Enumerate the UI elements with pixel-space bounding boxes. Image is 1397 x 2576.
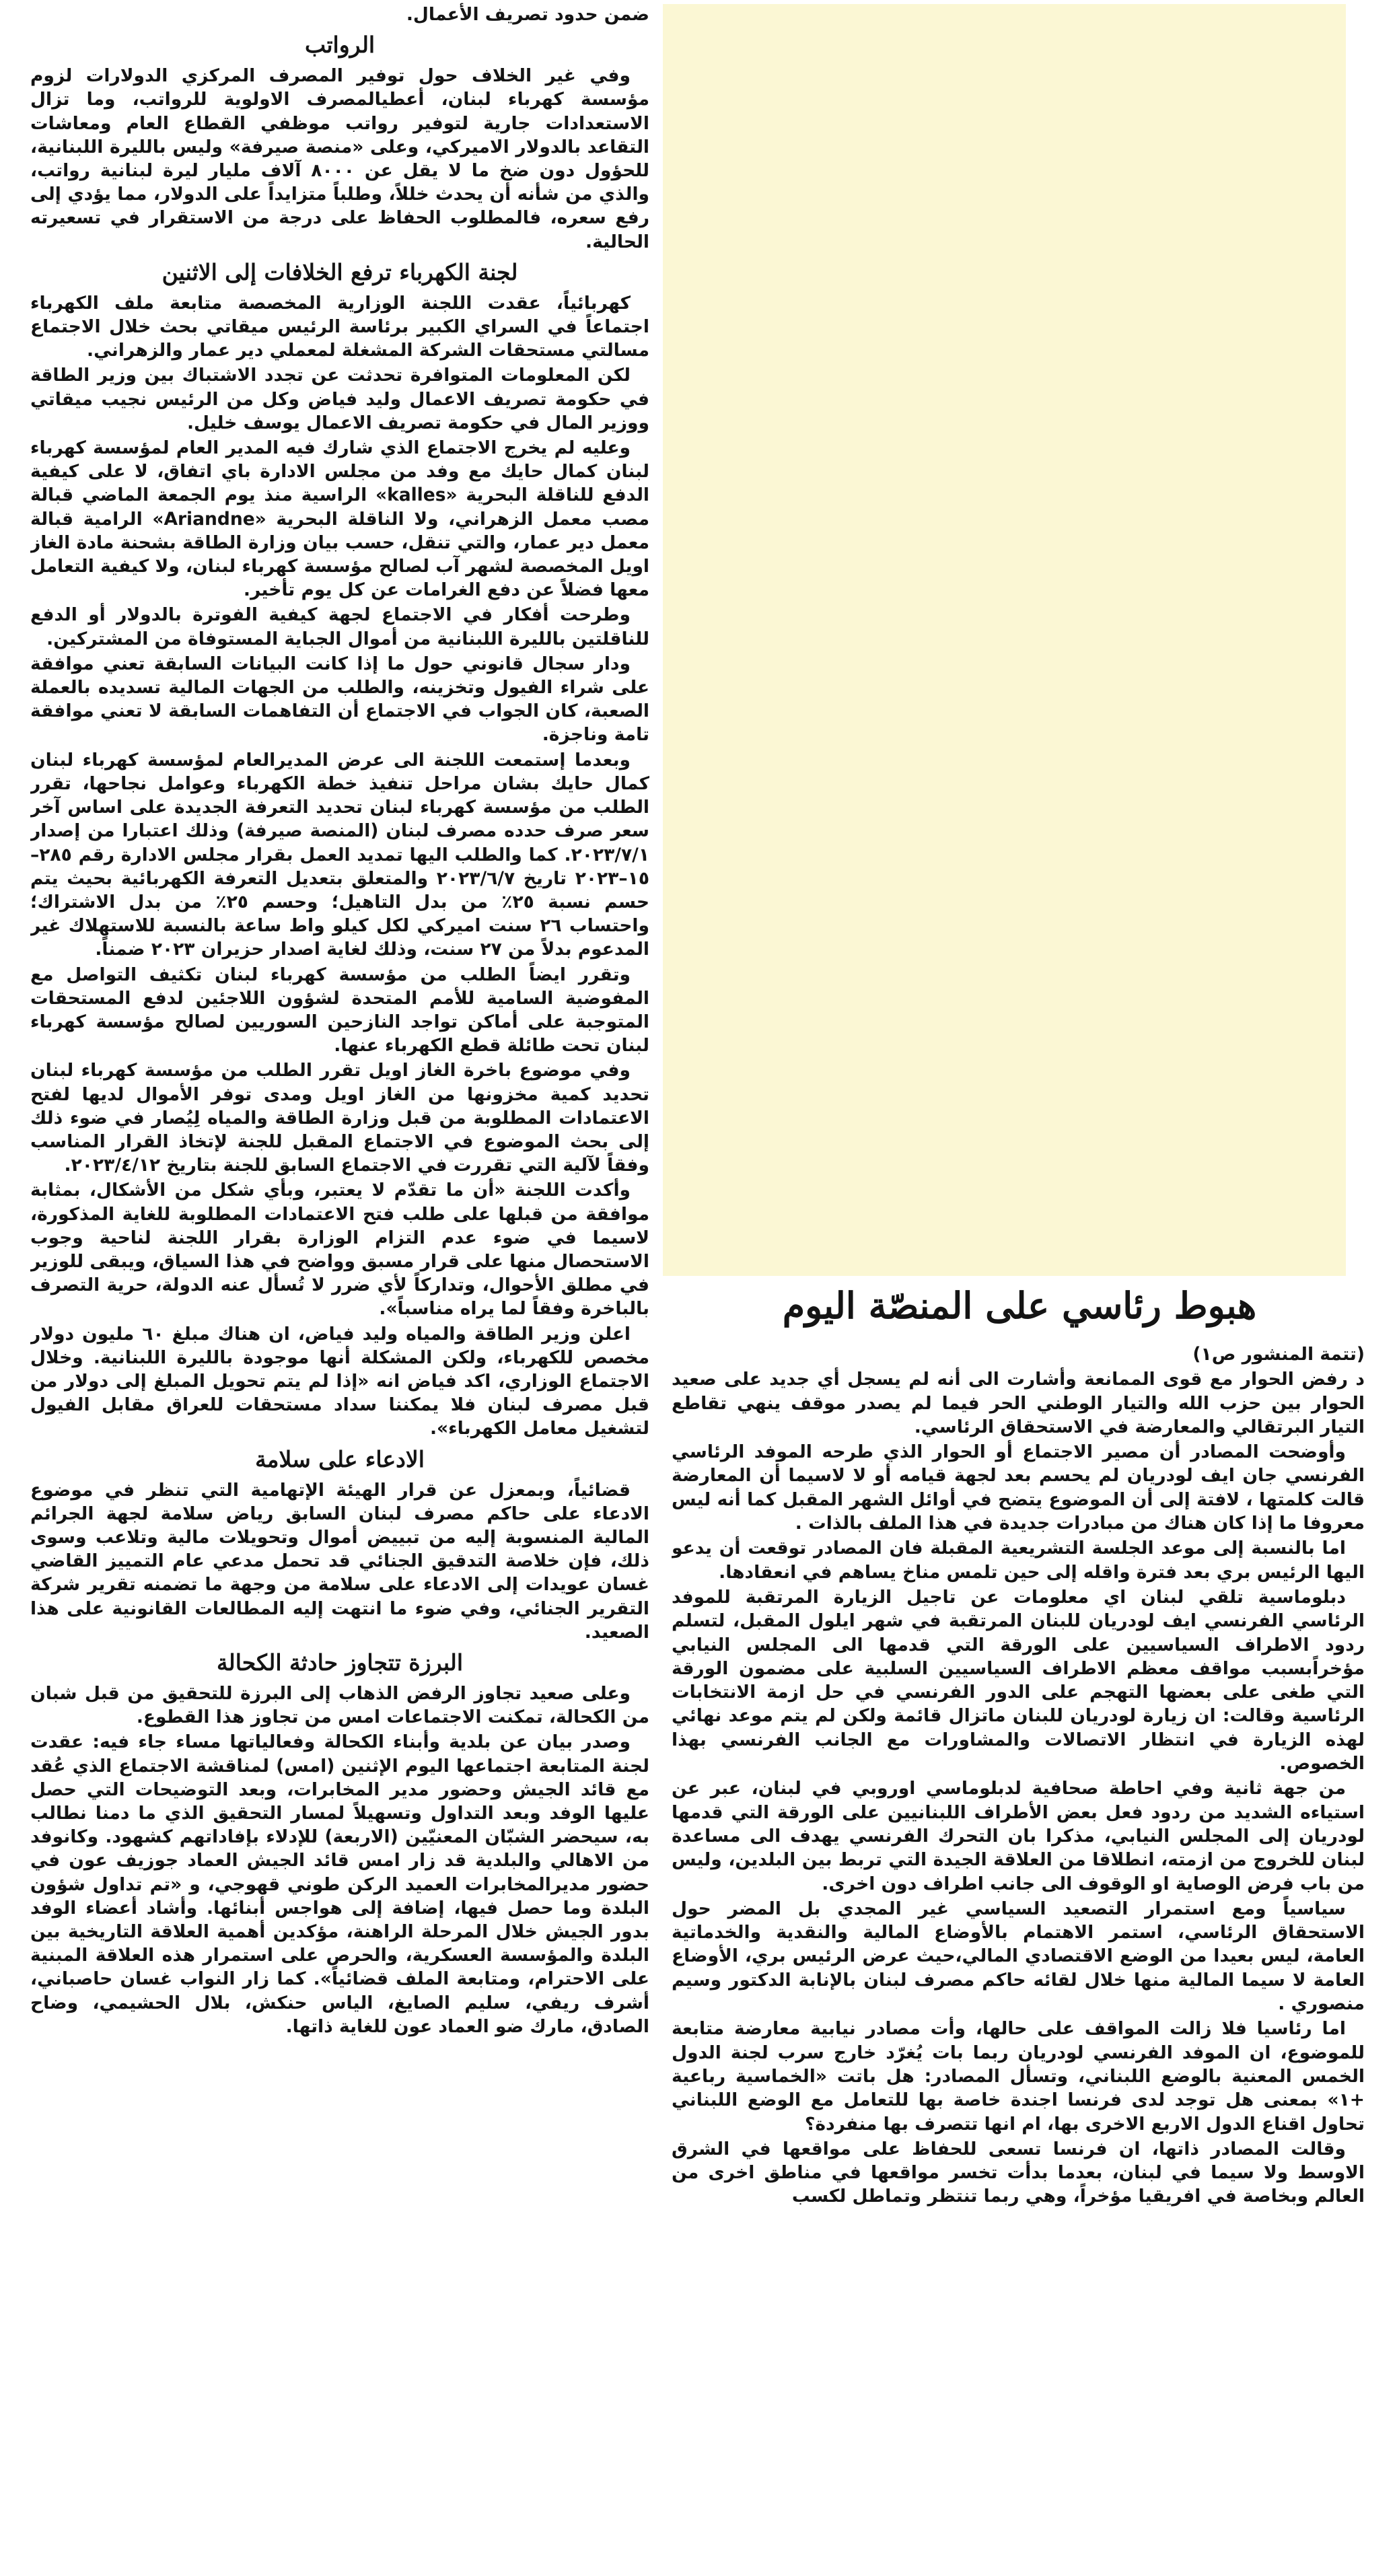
paragraph: وعليه لم يخرج الاجتماع الذي شارك فيه المدير العام لمؤسسة كهرباء لبنان كمال حايك مع وفد من مجلس الادارة باي اتفاق، لا على كيفية الدفع للناقلة البحرية «kalles» الراسية منذ يوم الجمعة الماضي قبالة مصب معمل الزهراني، ولا الناقلة البحرية «Ariandne» الرامية قبالة معمل دير عمار، والتي تنقل، حسب بيان وزارة الطاقة بشحنة مادة الغاز اويل المخصصة لشهر آب لصالح مؤسسة كهرباء لبنان، ولا كيفية التعامل معها فضلاً عن دفع الغرامات عن كل يوم تأخير. xyxy=(30,437,649,601)
paragraph: وتقرر ايضاً الطلب من مؤسسة كهرباء لبنان تكثيف التواصل مع المفوضية السامية للأمم المتحدة لشؤون اللاجئين لدفع المستحقات المتوجبة على أماكن تواجد النازحين السوريين لصالح مؤسسة كهرباء لبنان تحت طائلة قطع الكهرباء عنها. xyxy=(30,964,649,1057)
left-column xyxy=(30,3,649,2570)
advertisement-placeholder xyxy=(663,4,1346,1276)
paragraph: وأكدت اللجنة «أن ما تقدّم لا يعتبر، وبأي شكل من الأشكال، بمثابة موافقة من قبلها على طلب فتح الاعتمادات المطلوبة للغاية المذكورة، لاسيما في ضوء عدم التزام الوزارة بقرار اللجنة لناحية وجوب الاستحصال منها على قرار مسبق وواضح في هذا السياق، ويبقى للوزير في مطلق الأحوال، وتداركاً لأي ضرر لا تُسأل عنه الدولة، حرية التصرف بالباخرة وفقاً لما يراه مناسباً». xyxy=(30,1180,649,1320)
heading-salaries: الرواتب xyxy=(304,32,375,59)
article-headline: هبوط رئاسي على المنصّة اليوم xyxy=(782,1284,1257,1327)
continued-note: (تتمة المنشور ص١) xyxy=(1192,1344,1365,1365)
paragraph: وطرحت أفكار في الاجتماع لجهة كيفية الفوترة بالدولار أو الدفع للناقلتين بالليرة اللبنانية من أموال الجباية المستوفاة من المشتركين. xyxy=(30,604,649,649)
paragraph: وصدر بيان عن بلدية وأبناء الكحالة وفعالياتها مساء جاء فيه: عقدت لجنة المتابعة اجتماعها اليوم الإثنين (امس) لمناقشة الاجتماع الذي عُقد مع قائد الجيش وحضور مدير المخابرات، وبعد التوضيحات التي حصل عليها الوفد وبعد التداول وتسهيلاً لمسار التحقيق الذي ما دمنا نطالب به، سيحضر الشبّان المعنيّين (الاربعة) للإدلاء بإفاداتهم كشهود. وكانوفد من الاهالي والبلدية قد زار امس قائد الجيش العماد جوزيف عون في حضور مديرالمخابرات العميد الركن طوني قهوجي، و «تم تداول شؤون البلدة وما حصل فيها، إضافة إلى هواجس أبنائها. وأشاد أعضاء الوفد بدور الجيش خلال المرحلة الراهنة، مؤكدين أهمية العلاقة التاريخية بين البلدة والمؤسسة العسكرية، والحرص على استمرار هذه العلاقة المبنية على الاحترام، ومتابعة الملف قضائياً». كما زار النواب غسان حاصباني، أشرف ريفي، سليم الصايغ، الياس حنكش، بلال الحشيمي، وضاح الصادق، مارك ضو العماد عون للغاية ذاتها. xyxy=(30,1731,649,2037)
paragraph: وعلى صعيد تجاوز الرفض الذهاب إلى البرزة للتحقيق من قبل شبان من الكحالة، تمكنت الاجتماعات امس من تجاوز هذا القطوع. xyxy=(30,1683,649,1728)
paragraph: اما بالنسبة إلى موعد الجلسة التشريعية المقبلة فان المصادر توقعت أن يدعو اليها الرئيس بري بعد فترة واقله إلى حين تلمس مناخ يساهم في انعقادها. xyxy=(672,1538,1365,1583)
paragraph: سياسياً ومع استمرار التصعيد السياسي غير المجدي بل المضر حول الاستحقاق الرئاسي، استمر الاهتمام بالأوضاع المالية والنقدية والخدماتية العامة، ليس بعيدا من الوضع الاقتصادي المالي،حيث عرض الرئيس بري، الأوضاع العامة لا سيما المالية منها خلال لقائه حاكم مصرف لبنان بالإنابة الدكتور وسيم منصوري . xyxy=(672,1898,1365,2015)
paragraph: ودار سجال قانوني حول ما إذا كانت البيانات السابقة تعني موافقة على شراء الفيول وتخزينه، والطلب من الجهات المالية تسديده بالعملة الصعبة، كان الجواب في الاجتماع أن التفاهمات السابقة لا تعني موافقة تامة وناجزة. xyxy=(30,653,649,746)
paragraph: وفي غير الخلاف حول توفير المصرف المركزي الدولارات لزوم مؤسسة كهرباء لبنان، أعطيالمصرف الاولوية للرواتب، وما تزال الاستعدادات جارية لتوفير رواتب موظفي القطاع العام ومعاشات التقاعد بالدولار الاميركي، وعلى «منصة صيرفة» وليس بالليرة اللبنانية، للحؤول دون ضخ ما لا يقل عن ٨٠٠٠ آلاف مليار ليرة لبنانية رواتب، والذي من شأنه أن يحدث خللاً، وطلباً متزايداً على الدولار، مما يؤدي إلى رفع سعره، فالمطلوب الحفاظ على درجة من الاستقرار في تسعيرته الحالية. xyxy=(30,65,649,252)
paragraph-opening: ضمن حدود تصريف الأعمال. xyxy=(406,4,649,25)
paragraph: د رفض الحوار مع قوى الممانعة وأشارت الى أنه لم يسجل أي جديد على صعيد الحوار بين حزب الله والتيار الوطني الحر فيما لم يصدر موقف ينهي تقاطع التيار البرتقالي والمعارضة في الاستحقاق الرئاسي. xyxy=(672,1369,1365,1437)
heading-electricity: لجنة الكهرباء ترفع الخلافات إلى الاثنين xyxy=(162,258,518,285)
paragraph: دبلوماسية تلقي لبنان اي معلومات عن تاجيل الزيارة المرتقبة للموفد الرئاسي الفرنسي ايف لودريان للبنان المرتقبة في شهر ايلول المقبل، لتسلم ردود الاطراف السياسيين على الورقة التي قدمها الى المجلس النيابي مؤخراًبسبب مواقف معظم الاطراف السياسيين السلبية على مضمون الورقة التي طغى على بعضها التهجم على الدور الفرنسي في حل ازمة الانتخابات الرئاسية وقالت: ان زيارة لودريان للبنان ماتزال قائمة ولكن لم يتم موعد نهائي لهذه الزيارة في انتظار الاتصالات والمشاورات مع الجانب الفرنسي بهذا الخصوص. xyxy=(672,1586,1365,1775)
paragraph: من جهة ثانية وفي احاطة صحافية لدبلوماسي اوروبي في لبنان، عبر عن استياءه الشديد من ردود فعل بعض الأطراف اللبنانيين على الورقة التي قدمها لودريان إلى المجلس النيابي، مذكرا بان التحرك الفرنسي يهدف الى مساعدة لبنان للخروج من ازمته، انطلاقا من العلاقة الجيدة التي تربط بين البلدين، وليس من باب فرض الوصاية او الوقوف الى جانب اطراف دون اخرى. xyxy=(672,1778,1365,1894)
right-column xyxy=(672,1343,1365,2574)
paragraph: وفي موضوع باخرة الغاز اويل تقرر الطلب من مؤسسة كهرباء لبنان تحديد كمية مخزونها من الغاز اويل ومدى توفر الأموال لديها لفتح الاعتمادات المطلوبة من قبل وزارة الطاقة والمياه لِيُصار في ضوء ذلك إلى بحث الموضوع في الاجتماع المقبل للجنة لإتخاذ القرار المناسب وفقاً لآلية التي تقررت في الاجتماع السابق للجنة بتاريخ ٢٠٢٣/٤/١٢. xyxy=(30,1060,649,1176)
paragraph: وبعدما إستمعت اللجنة الى عرض المديرالعام لمؤسسة كهرباء لبنان كمال حايك بشان مراحل تنفيذ خطة الكهرباء وعوامل نجاحها، تقرر الطلب من مؤسسة كهرباء لبنان تحديد التعرفة الجديدة على اساس آخر سعر صرف حدده مصرف لبنان (المنصة صيرفة) وذلك اعتبارا من إصدار ٢٠٢٣/٧/١. كما والطلب اليها تمديد العمل بقرار مجلس الادارة رقم ٢٨٥–١٥–٢٠٢٣ تاريخ ٢٠٢٣/٦/٧ والمتعلق بتعديل التعرفة الكهربائية بحيث يتم حسم نسبة ٢٥٪ من بدل التاهيل؛ وحسم ٢٥٪ من بدل الاشتراك؛ واحتساب ٢٦ سنت اميركي لكل كيلو واط ساعة بالنسبة للاستهلاك غير المدعوم بدلاً من ٢٧ سنت، وذلك لغاية اصدار حزيران ٢٠٢٣ ضمناً. xyxy=(30,749,649,960)
paragraph: كهربائياً، عقدت اللجنة الوزارية المخصصة متابعة ملف الكهرباء اجتماعاً في السراي الكبير برئاسة الرئيس ميقاتي بحث خلال الاجتماع مسالتي مستحقات الشركة المشغلة لمعملي دير عمار والزهراني. xyxy=(30,292,649,361)
paragraph: اعلن وزير الطاقة والمياه وليد فياض، ان هناك مبلغ ٦٠ مليون دولار مخصص للكهرباء، ولكن المشكلة أنها موجودة بالليرة اللبنانية. وخلال الاجتماع الوزاري، اكد فياض انه «إذا لم يتم تحويل المبلغ إلى دولار من قبل مصرف لبنان فلا يمكننا سداد مستحقات للعراق مقابل الفيول لتشغيل معامل الكهرباء». xyxy=(30,1323,649,1439)
paragraph: اما رئاسيا فلا زالت المواقف على حالها، وأت مصادر نيابية معارضة متابعة للموضوع، ان الموفد الفرنسي لودريان ربما بات يُغرّد خارج سرب لجنة الدول الخمس المعنية بالوضع اللبناني، وتسأل المصادر: هل باتت «الخماسية رباعية +١» بمعنى هل توجد لدى فرنسا اجندة خاصة بها للتعامل مع الوضع اللبناني تحاول اقناع الدول الاربع الاخرى بها، ام انها تتصرف بها منفردة؟ xyxy=(672,2018,1365,2135)
paragraph: لكن المعلومات المتوافرة تحدثت عن تجدد الاشتباك بين وزير الطاقة في حكومة تصريف الاعمال وليد فياض وكل من الرئيس نجيب ميقاتي ووزير المال في حكومة تصريف الاعمال يوسف خليل. xyxy=(30,365,649,433)
heading-barza: البرزة تتجاوز حادثة الكحالة xyxy=(216,1649,464,1676)
paragraph: وأوضحت المصادر أن مصير الاجتماع أو الحوار الذي طرحه الموفد الرئاسي الفرنسي جان ايف لودريان لم يحسم بعد لجهة قيامه أو لا لاسيما أن المعارضة قالت كلمتها ، لافتة إلى أن الموضوع يتضح في أوائل الشهر المقبل كما أنه ليس معروفا ما إذا كان هناك من مبادرات جديدة في هذا الملف بالذات . xyxy=(672,1441,1365,1534)
paragraph: قضائياً، وبمعزل عن قرار الهيئة الإتهامية التي تنظر في موضوع الادعاء على حاكم مصرف لبنان السابق رياض سلامة لجهة الجرائم المالية المنسوبة إليه من تبييض أموال وتحويلات مالية وتلاعب وسوى ذلك، فإن خلاصة التدقيق الجنائي قد تحمل مدعي عام التمييز القاضي غسان عويدات إلى الادعاء على سلامة من وجهة ما تضمنه تقرير شركة التقرير الجنائي، وفي ضوء ما انتهت إليه المطالعات القانونية على هذا الصعيد. xyxy=(30,1479,649,1643)
heading-claim: الادعاء على سلامة xyxy=(255,1445,425,1472)
paragraph: وقالت المصادر ذاتها، ان فرنسا تسعى للحفاظ على مواقعها في الشرق الاوسط ولا سيما في لبنان، بعدما بدأت تخسر مواقعها في مناطق اخرى من العالم وبخاصة في افريقيا مؤخراً، وهي ربما تنتظر وتماطل لكسب xyxy=(672,2138,1365,2207)
